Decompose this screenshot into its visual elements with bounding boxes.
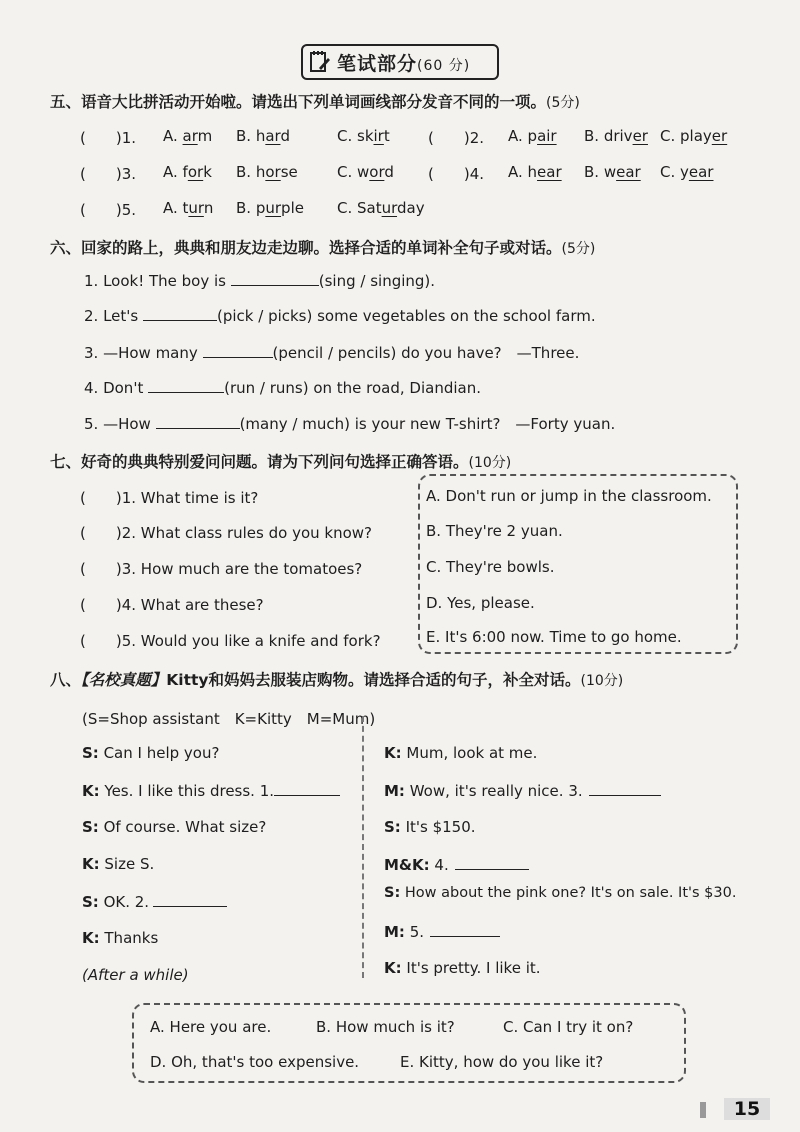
line-text: Wow, it's really nice. 3. [404, 782, 583, 800]
answer-e: E. It's 6:00 now. Time to go home. [426, 628, 682, 646]
opt-text: A. p [508, 127, 538, 145]
line-text: Yes. I like this dress. 1. [99, 782, 275, 800]
section-8-score: (10分) [580, 673, 624, 689]
pencil-notebook-icon [309, 50, 331, 74]
opt-text: d [280, 127, 290, 145]
section-8-heading-text: Kitty和妈妈去服装店购物。请选择合适的句子，补全对话。 [166, 671, 581, 689]
opt-text: C. play [660, 127, 712, 145]
fill-q3 [84, 342, 579, 363]
page-number-bar [700, 1102, 706, 1118]
opt-text: se [280, 163, 298, 181]
phonics-q5 [80, 199, 136, 220]
answer-blank[interactable] [156, 414, 240, 429]
page-title [337, 49, 470, 76]
phonics-q2-a [508, 127, 557, 145]
phonics-q3-c [337, 163, 394, 181]
q-text: 2. Let's [84, 307, 143, 325]
phonics-q5-b [236, 199, 304, 217]
dialogue-right-1 [384, 744, 537, 762]
underlined-part: ear [537, 163, 562, 181]
phonics-q1 [80, 127, 136, 148]
speaker: M: [384, 782, 405, 800]
opt-text: day [397, 199, 425, 217]
q-text: (pencil / pencils) do you have? —Three. [272, 344, 580, 362]
fill-q5 [84, 413, 615, 434]
phonics-q4 [428, 163, 484, 184]
line-text: It's $150. [400, 818, 476, 836]
speaker: S: [82, 818, 99, 836]
q-number: ( )5. [80, 201, 137, 219]
q-number: ( )2. [428, 129, 485, 147]
dialogue-left-4 [82, 855, 154, 873]
speaker: S: [82, 744, 99, 762]
answer-blank[interactable] [231, 271, 319, 286]
answer-d: D. Yes, please. [426, 594, 535, 612]
opt-text: A. h [508, 163, 538, 181]
opt-text: m [197, 127, 213, 145]
section-5-score: (5分) [546, 95, 580, 111]
opt-text: t [383, 127, 390, 145]
phonics-q2 [428, 127, 484, 148]
phonics-q1-b [236, 127, 290, 145]
speaker: S: [384, 818, 401, 836]
underlined-part: ar [182, 127, 198, 145]
line-text: Thanks [99, 929, 159, 947]
section-5-heading-text: 五、语音大比拼活动开始啦。请选出下列单词画线部分发音不同的一项。 [50, 93, 547, 111]
dialogue-right-3 [384, 818, 476, 836]
speaker: K: [82, 782, 100, 800]
opt-text: B. p [236, 199, 266, 217]
section-6-heading [50, 236, 595, 258]
section-7-score: (10分) [468, 455, 512, 471]
phonics-q4-b [584, 163, 641, 181]
opt-text: C. w [337, 163, 370, 181]
phonics-q5-c [337, 199, 425, 217]
line-text: 4. [429, 856, 449, 874]
dialogue-left-3 [82, 818, 266, 836]
answer-blank[interactable] [203, 343, 273, 358]
opt-text: A. f [163, 163, 188, 181]
speaker: M&K: [384, 856, 430, 874]
dialogue-options-box [132, 1003, 686, 1083]
phonics-q2-c [660, 127, 727, 145]
match-q5: ( )5. Would you like a knife and fork? [80, 632, 381, 650]
underlined-part: ur [381, 199, 398, 217]
dialogue-right-4 [384, 855, 529, 874]
line-text: It's pretty. I like it. [401, 959, 541, 977]
q-number: ( )3. [80, 165, 137, 183]
phonics-q4-a [508, 163, 562, 181]
q-text: 1. Look! The boy is [84, 272, 231, 290]
opt-text: C. Sat [337, 199, 382, 217]
answer-blank[interactable] [148, 378, 224, 393]
option-c: C. Can I try it on? [503, 1018, 634, 1036]
dialogue-right-7 [384, 959, 541, 977]
option-e: E. Kitty, how do you like it? [400, 1053, 604, 1071]
underlined-part: er [711, 127, 728, 145]
section-5-heading [50, 90, 580, 112]
answer-c: C. They're bowls. [426, 558, 555, 576]
underlined-part: ur [188, 199, 204, 217]
opt-text: B. h [236, 127, 266, 145]
match-q1: ( )1. What time is it? [80, 489, 259, 507]
underlined-part: or [369, 163, 385, 181]
line-text: Of course. What size? [98, 818, 267, 836]
underlined-part: er [632, 127, 648, 145]
line-text: Size S. [99, 855, 155, 873]
phonics-q4-c [660, 163, 713, 181]
answer-blank[interactable] [274, 781, 340, 796]
q-text: (pick / picks) some vegetables on the school farm. [217, 307, 596, 325]
phonics-q5-a [163, 199, 213, 217]
phonics-q3 [80, 163, 136, 184]
line-text: Can I help you? [98, 744, 220, 762]
opt-text: C. sk [337, 127, 374, 145]
underlined-part: ir [373, 127, 384, 145]
underlined-part: or [265, 163, 281, 181]
match-q4: ( )4. What are these? [80, 596, 264, 614]
opt-text: A. t [163, 199, 189, 217]
opt-text: B. driv [584, 127, 633, 145]
underlined-part: ear [616, 163, 641, 181]
title-text: 笔试部分 [337, 53, 418, 75]
answer-blank[interactable] [455, 855, 529, 870]
section-title-box [301, 44, 499, 80]
underlined-part: ur [265, 199, 282, 217]
opt-text: k [203, 163, 212, 181]
answer-blank[interactable] [589, 781, 661, 796]
answer-blank[interactable] [143, 306, 217, 321]
phonics-q2-b [584, 127, 648, 145]
option-a: A. Here you are. [150, 1018, 272, 1036]
underlined-part: air [537, 127, 557, 145]
answer-blank[interactable] [430, 922, 500, 937]
speaker: K: [82, 929, 100, 947]
opt-text: d [384, 163, 394, 181]
answer-blank[interactable] [153, 892, 227, 907]
answer-b: B. They're 2 yuan. [426, 522, 563, 540]
section-7-heading [50, 450, 511, 472]
underlined-part: or [187, 163, 204, 181]
section-8-prefix: 八、 [50, 671, 82, 689]
speaker: M: [384, 923, 405, 941]
q-text: 4. Don't [84, 379, 149, 397]
speaker: K: [384, 959, 402, 977]
line-text: Mum, look at me. [401, 744, 538, 762]
phonics-q1-a [163, 127, 212, 145]
speaker: S: [384, 885, 401, 901]
section-8-tag: 【名校真题】 [81, 671, 167, 689]
phonics-q3-a [163, 163, 212, 181]
q-text: (sing / singing). [318, 272, 436, 290]
dialogue-left-2 [82, 781, 340, 800]
line-text: 5. [404, 923, 425, 941]
speaker: K: [82, 855, 100, 873]
option-b: B. How much is it? [316, 1018, 455, 1036]
dialogue-right-6 [384, 922, 500, 941]
underlined-part: ear [688, 163, 714, 181]
dialogue-left-5 [82, 892, 227, 911]
line-text: How about the pink one? It's on sale. It's $30. [400, 885, 737, 901]
opt-text: C. y [660, 163, 689, 181]
q-text: 5. —How [84, 415, 156, 433]
q-number: ( )4. [428, 165, 485, 183]
dialogue-divider [362, 716, 364, 978]
opt-text: A. [163, 127, 183, 145]
line-text: OK. 2. [98, 893, 150, 911]
opt-text: n [203, 199, 214, 217]
opt-text: B. w [584, 163, 617, 181]
dialogue-left-1 [82, 744, 219, 762]
match-q3: ( )3. How much are the tomatoes? [80, 560, 363, 578]
dialogue-right-2 [384, 781, 661, 800]
q-text: (run / runs) on the road, Diandian. [224, 379, 482, 397]
q-text: (many / much) is your new T-shirt? —Forty yuan. [239, 415, 616, 433]
fill-q2 [84, 306, 596, 325]
dialogue-right-5 [384, 885, 736, 901]
role-legend: (S=Shop assistant K=Kitty M=Mum) [82, 710, 376, 728]
phonics-q1-c [337, 127, 390, 145]
section-6-score: (5分) [561, 241, 596, 257]
speaker: K: [384, 744, 402, 762]
section-7-heading-text: 七、好奇的典典特别爱问问题。请为下列问句选择正确答语。 [50, 453, 469, 471]
option-d: D. Oh, that's too expensive. [150, 1053, 360, 1071]
q-number: ( )1. [80, 129, 137, 147]
opt-text: ple [281, 199, 304, 217]
phonics-q3-b [236, 163, 298, 181]
fill-q1 [84, 271, 435, 290]
page-number: 15 [724, 1098, 770, 1120]
speaker: S: [82, 893, 99, 911]
answer-a: A. Don't run or jump in the classroom. [426, 487, 712, 505]
match-q2: ( )2. What class rules do you know? [80, 524, 373, 542]
section-8-heading [50, 668, 623, 690]
after-a-while-note: (After a while) [82, 966, 189, 984]
opt-text: B. h [236, 163, 266, 181]
section-6-heading-text: 六、回家的路上，典典和朋友边走边聊。选择合适的单词补全句子或对话。 [50, 239, 562, 257]
underlined-part: ar [265, 127, 281, 145]
fill-q4 [84, 378, 481, 397]
q-text: 3. —How many [84, 344, 203, 362]
dialogue-left-6 [82, 929, 158, 947]
title-score: (60 分) [417, 58, 471, 74]
